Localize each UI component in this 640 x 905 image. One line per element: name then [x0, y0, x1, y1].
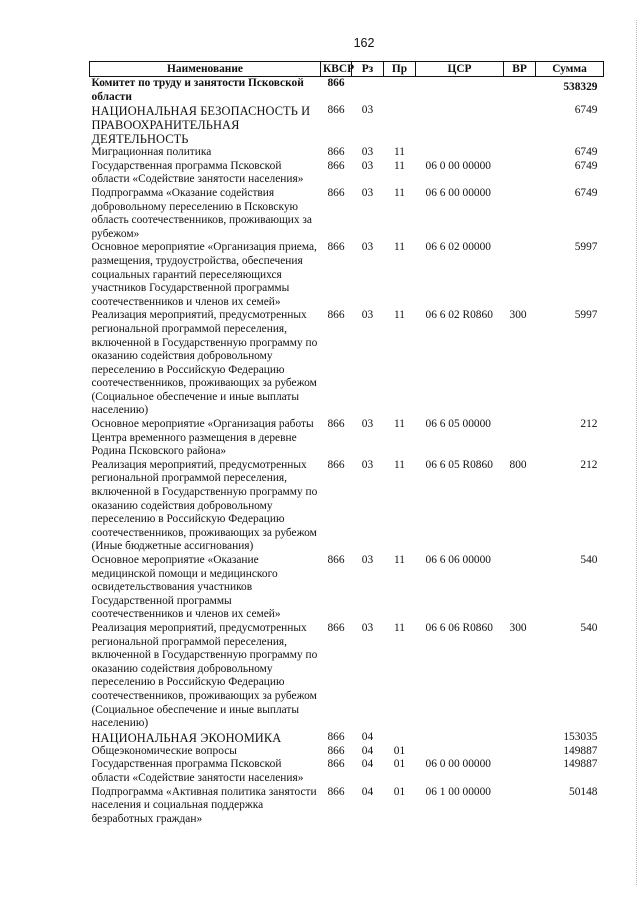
- row-kvsr: 866: [327, 146, 345, 159]
- row-vr: 300: [509, 309, 527, 322]
- header-rz: Рз: [352, 62, 384, 77]
- row-name: Реализация мероприятий, предусмотренных региональной программой переселения, включенной в Государственную программу по оказанию содействия добровольному переселению в Российскую Федерацию соотечественников, проживающих за рубежом (Иные бюджетные ассигнования): [91, 458, 318, 553]
- row-name: Реализация мероприятий, предусмотренных региональной программой переселения, включенной в Государственную программу по оказанию содействия добровольному переселению в Российскую Федерацию соотечественников, проживающих за рубежом (Социальное обеспечение и иные выплаты населению): [91, 309, 318, 417]
- header-name: Наименование: [90, 62, 321, 77]
- row-csr: 06 6 00 00000: [425, 186, 491, 199]
- table-row: [90, 459, 604, 554]
- table-row: [90, 241, 604, 309]
- row-kvsr: 866: [327, 458, 345, 471]
- row-vr: [504, 418, 536, 459]
- scan-edge-mark: [635, 20, 637, 885]
- row-pr: 11: [394, 241, 405, 254]
- row-rz: 03: [361, 418, 374, 431]
- row-csr: 06 6 06 00000: [425, 554, 491, 566]
- row-name: Реализация мероприятий, предусмотренных региональной программой переселения, включенной в Государственную программу по оказанию содействия добровольному переселению в Российскую Федерацию соотечественников, проживающих за рубежом (Социальное обеспечение и иные выплаты населению): [91, 621, 318, 730]
- row-rz: 03: [361, 241, 374, 254]
- row-kvsr: 866: [327, 554, 345, 566]
- row-rz: 04: [361, 744, 374, 757]
- row-vr: [504, 77, 536, 105]
- row-csr: 06 0 00 00000: [425, 159, 491, 172]
- row-sum: 540: [580, 621, 598, 634]
- row-pr: 11: [394, 159, 405, 172]
- row-name: Основное мероприятие «Организация приема, размещения, трудоустройства, обеспечения социальных гарантий переселяющихся участников Государственной программы соотечественников и членов их семей»: [91, 241, 317, 308]
- row-kvsr: 866: [327, 785, 345, 798]
- row-name: НАЦИОНАЛЬНАЯ БЕЗОПАСНОСТЬ И ПРАВООХРАНИТЕЛЬНАЯ ДЕЯТЕЛЬНОСТЬ: [91, 104, 311, 147]
- row-pr: [384, 731, 416, 745]
- budget-table: [89, 61, 604, 826]
- header-vr: ВР: [504, 62, 536, 77]
- table-header: [90, 62, 604, 77]
- row-csr: 06 0 00 00000: [425, 758, 491, 771]
- row-rz: 04: [361, 758, 374, 771]
- table-row: [90, 104, 604, 146]
- row-csr: 06 6 02 00000: [425, 241, 491, 254]
- row-vr: [504, 786, 536, 827]
- row-name: Подпрограмма «Оказание содействия добровольному переселению в Псковскую область соотечественников, проживающих за рубежом»: [91, 186, 312, 240]
- table-row: [90, 745, 604, 759]
- row-pr: 11: [394, 621, 405, 634]
- row-rz: 03: [361, 309, 374, 322]
- row-kvsr: 866: [327, 241, 345, 254]
- row-name: Основное мероприятие «Организация работы Центра временного размещения в деревне Родина Псковского района»: [91, 418, 314, 458]
- row-csr: 06 6 05 R0860: [425, 458, 493, 471]
- row-name: НАЦИОНАЛЬНАЯ ЭКОНОМИКА: [91, 730, 282, 745]
- row-vr: [504, 104, 536, 146]
- row-name: Миграционная политика: [91, 146, 212, 159]
- header-kvsr: КВСР: [321, 62, 352, 77]
- row-pr: 11: [394, 554, 405, 566]
- row-vr: [504, 554, 536, 622]
- row-rz: [352, 77, 384, 105]
- row-sum: 6749: [574, 104, 598, 117]
- row-vr: 300: [509, 621, 527, 634]
- row-csr: [416, 146, 504, 160]
- row-rz: 03: [361, 186, 374, 199]
- row-rz: 03: [361, 458, 374, 471]
- row-pr: 11: [394, 186, 405, 199]
- header-sum: Сумма: [536, 62, 604, 77]
- row-sum: 540: [580, 554, 598, 566]
- table-row: [90, 146, 604, 160]
- row-csr: [416, 104, 504, 146]
- row-pr: 11: [394, 418, 405, 431]
- row-sum: 6749: [574, 159, 598, 172]
- table-row: [90, 418, 604, 459]
- row-vr: 800: [509, 458, 527, 471]
- row-csr: 06 6 06 R0860: [425, 621, 493, 634]
- table-row: [90, 731, 604, 745]
- row-name: Государственная программа Псковской области «Содействие занятости населения»: [91, 758, 304, 784]
- row-kvsr: 866: [327, 730, 345, 743]
- row-rz: 03: [361, 621, 374, 634]
- row-sum: 153035: [563, 730, 598, 743]
- row-kvsr: 866: [327, 309, 345, 322]
- row-kvsr: 866: [327, 418, 345, 431]
- row-pr: 11: [394, 309, 405, 322]
- header-csr: ЦСР: [416, 62, 504, 77]
- row-rz: 03: [361, 104, 374, 117]
- table-row: [90, 758, 604, 785]
- row-kvsr: 866: [327, 758, 345, 771]
- row-sum: 6749: [574, 146, 598, 159]
- row-kvsr: 866: [327, 159, 345, 172]
- row-rz: 04: [361, 785, 374, 798]
- row-rz: 03: [361, 554, 374, 566]
- row-kvsr: 866: [327, 186, 345, 199]
- row-pr: 01: [393, 785, 406, 798]
- row-sum: 212: [580, 418, 598, 431]
- row-name: Государственная программа Псковской области «Содействие занятости населения»: [91, 159, 304, 186]
- table-row: [90, 622, 604, 731]
- row-pr: 11: [394, 146, 405, 159]
- row-name: Подпрограмма «Активная политика занятости населения и социальная поддержка безработных граждан»: [91, 785, 317, 825]
- row-sum: 5997: [574, 241, 598, 254]
- row-name: Общеэкономические вопросы: [91, 744, 237, 757]
- row-csr: 06 6 05 00000: [425, 418, 491, 431]
- table-body: [90, 77, 604, 827]
- row-vr: [504, 187, 536, 241]
- row-rz: 04: [361, 730, 374, 743]
- row-csr: [416, 77, 504, 105]
- row-csr: [416, 731, 504, 745]
- header-pr: Пр: [384, 62, 416, 77]
- row-csr: 06 1 00 00000: [425, 785, 491, 798]
- row-vr: [504, 160, 536, 187]
- row-kvsr: 866: [327, 744, 345, 757]
- row-pr: [384, 104, 416, 146]
- row-sum: 538329: [563, 81, 598, 93]
- row-pr: 11: [394, 458, 405, 471]
- table-row: [90, 77, 604, 105]
- row-csr: [416, 745, 504, 759]
- row-vr: [504, 731, 536, 745]
- row-pr: [384, 77, 416, 105]
- row-pr: 01: [393, 758, 406, 771]
- table-row: [90, 309, 604, 418]
- row-sum: 149887: [563, 744, 598, 757]
- row-vr: [504, 758, 536, 785]
- row-rz: 03: [361, 159, 374, 172]
- row-kvsr: 866: [327, 104, 345, 117]
- row-sum: 6749: [574, 186, 598, 199]
- row-csr: 06 6 02 R0860: [425, 309, 493, 322]
- row-name: Комитет по труду и занятости Псковской области: [91, 77, 304, 103]
- row-sum: 212: [580, 458, 598, 471]
- table-row: [90, 554, 604, 622]
- row-name: Основное мероприятие «Оказание медицинской помощи и медицинского освидетельствования участников Государственной программы соотечественников и членов их семей»: [91, 554, 281, 621]
- table-row: [90, 786, 604, 827]
- page-number: 162: [353, 36, 375, 50]
- row-kvsr: 866: [327, 77, 345, 89]
- table-row: [90, 187, 604, 241]
- row-pr: 01: [393, 744, 406, 757]
- row-sum: 5997: [574, 309, 598, 322]
- row-vr: [504, 241, 536, 309]
- row-rz: 03: [361, 146, 374, 159]
- row-kvsr: 866: [327, 621, 345, 634]
- row-vr: [504, 146, 536, 160]
- table-row: [90, 160, 604, 187]
- row-sum: 149887: [563, 758, 598, 771]
- row-vr: [504, 745, 536, 759]
- row-sum: 50148: [569, 785, 598, 798]
